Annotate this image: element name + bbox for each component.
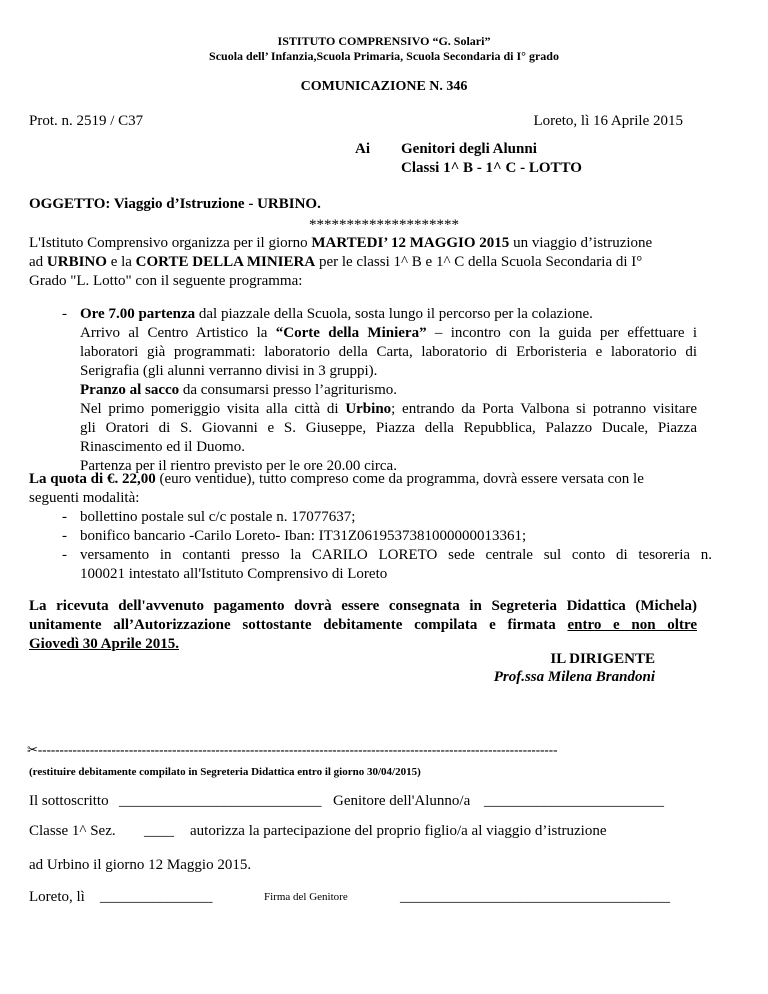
notice-deadline: entro e non oltre [567, 617, 697, 633]
program-list [80, 305, 697, 476]
form-trip-date: ad Urbino il giorno 12 Maggio 2015. [29, 857, 252, 873]
program-lunch-text: da consumarsi presso l’agriturismo. [179, 382, 398, 398]
program-afternoon-3: gli Oratori di S. Giovanni e S. Giuseppe, Piazza della Repubblica, Palazzo Ducale, Piazza [80, 420, 697, 436]
program-lunch-bold: Pranzo al sacco [80, 382, 180, 398]
form-authorization-text: autorizza la partecipazione del proprio figlio/a al viaggio d’istruzione [190, 823, 607, 839]
subject: OGGETTO: Viaggio d’Istruzione - URBINO. [29, 196, 321, 212]
cut-note: (restituire debitamente compilato in Segreteria Didattica entro il giorno 30/04/2015) [29, 766, 421, 778]
intro-text-6: Grado "L. Lotto" con il seguente programma: [29, 273, 303, 289]
intro-date: MARTEDI’ 12 MAGGIO 2015 [311, 235, 510, 251]
quota-text-2: seguenti modalità: [29, 490, 140, 506]
cut-line [27, 742, 677, 758]
payment-method-3b: 100021 intestato all'Istituto Comprensivo di Loreto [80, 566, 388, 582]
notice-line-2a: unitamente all’Autorizzazione sottostante debitamente compilata e firmata [29, 617, 568, 633]
form-label-undersigned: Il sottoscritto [29, 793, 109, 809]
intro-text-4: e la [106, 254, 136, 270]
form-field-signature[interactable]: ____________________________________ [400, 889, 670, 905]
payment-method-3a: versamento in contanti presso la CARILO LORETO sede centrale sul conto di tesoreria n. [80, 547, 712, 563]
addressee-prefix: Ai [355, 141, 370, 157]
place-date: Loreto, lì 16 Aprile 2015 [533, 113, 683, 129]
program-arrival-4: Serigrafia (gli alunni verranno divisi in 3 gruppi). [80, 363, 378, 379]
payment-method-2: bonifico bancario -Carilo Loreto- Iban: IT31Z0619537381000000013361; [80, 528, 527, 544]
quota-paragraph [29, 470, 709, 508]
intro-paragraph [29, 234, 709, 291]
quota-text-1: (euro ventidue), tutto compreso come da programma, dovrà essere versata con le [155, 471, 644, 487]
notice-line-3: Giovedì 30 Aprile 2015. [29, 636, 179, 652]
form-label-signature: Firma del Genitore [264, 891, 348, 903]
form-label-class: Classe 1^ Sez. [29, 823, 116, 839]
protocol-number: Prot. n. 2519 / C37 [29, 113, 144, 129]
program-arrival-3: laboratori già programmati: laboratorio della Carta, laboratorio di Erboristeria e laboratorio di [80, 344, 697, 360]
program-return: Partenza per il rientro previsto per le ore 20.00 circa. [80, 458, 397, 474]
receipt-notice [29, 597, 697, 654]
school-subtitle: Scuola dell’ Infanzia,Scuola Primaria, Scuola Secondaria di I° grado [209, 49, 559, 63]
form-field-parent-name[interactable]: ___________________________ [119, 793, 322, 809]
program-afternoon-2: ; entrando da Porta Valbona si potranno visitare [391, 401, 698, 417]
payment-method-3 [80, 546, 712, 584]
intro-text-2: un viaggio d’istruzione [509, 235, 653, 251]
form-label-parent-of: Genitore dell'Alunno/a [333, 793, 471, 809]
quota-amount: La quota di €. 22,00 [29, 471, 156, 487]
addressee-line2: Classi 1^ B - 1^ C - LOTTO [401, 160, 582, 176]
form-field-section[interactable]: ____ [144, 823, 174, 839]
separator: ******************** [309, 217, 459, 233]
intro-corte: CORTE DELLA MINIERA [135, 254, 316, 270]
program-arrival-2: – incontro con la guida per effettuare i [426, 325, 697, 341]
intro-text-3: ad [29, 254, 47, 270]
program-dash: - [62, 306, 67, 322]
form-label-place: Loreto, lì [29, 889, 85, 905]
signature-name: Prof.ssa Milena Brandoni [493, 669, 655, 685]
notice-line-1: La ricevuta dell'avvenuto pagamento dovrà essere consegnata in Segreteria Didattica (Michela) [29, 598, 697, 614]
program-start-bold: Ore 7.00 partenza [80, 306, 196, 322]
addressee-line1: Genitori degli Alunni [401, 141, 537, 157]
form-field-date[interactable]: _______________ [100, 889, 213, 905]
cut-dashes: ------------------------------------------------------------------------------------------------------------------------ [37, 742, 558, 757]
form-field-student-name[interactable]: ________________________ [484, 793, 664, 809]
program-afternoon-1: Nel primo pomeriggio visita alla città di [80, 401, 346, 417]
program-arrival-bold: “Corte della Miniera” [275, 325, 427, 341]
intro-urbino: URBINO [46, 254, 107, 270]
intro-text-1: L'Istituto Comprensivo organizza per il giorno [29, 235, 312, 251]
program-afternoon-4: Rinascimento ed il Duomo. [80, 439, 245, 455]
program-start-text: dal piazzale della Scuola, sosta lungo il percorso per la colazione. [195, 306, 593, 322]
communication-title: COMUNICAZIONE N. 346 [300, 79, 468, 94]
scissors-icon: ✂ [27, 743, 38, 758]
intro-text-5: per le classi 1^ B e 1^ C della Scuola Secondaria di I° [315, 254, 643, 270]
program-afternoon-bold: Urbino [345, 401, 392, 417]
payment-method-1: bollettino postale sul c/c postale n. 17077637; [80, 509, 356, 525]
signature-role: IL DIRIGENTE [550, 651, 655, 667]
program-arrival-1: Arrivo al Centro Artistico la [80, 325, 276, 341]
school-name: ISTITUTO COMPRENSIVO “G. Solari” [277, 34, 491, 48]
